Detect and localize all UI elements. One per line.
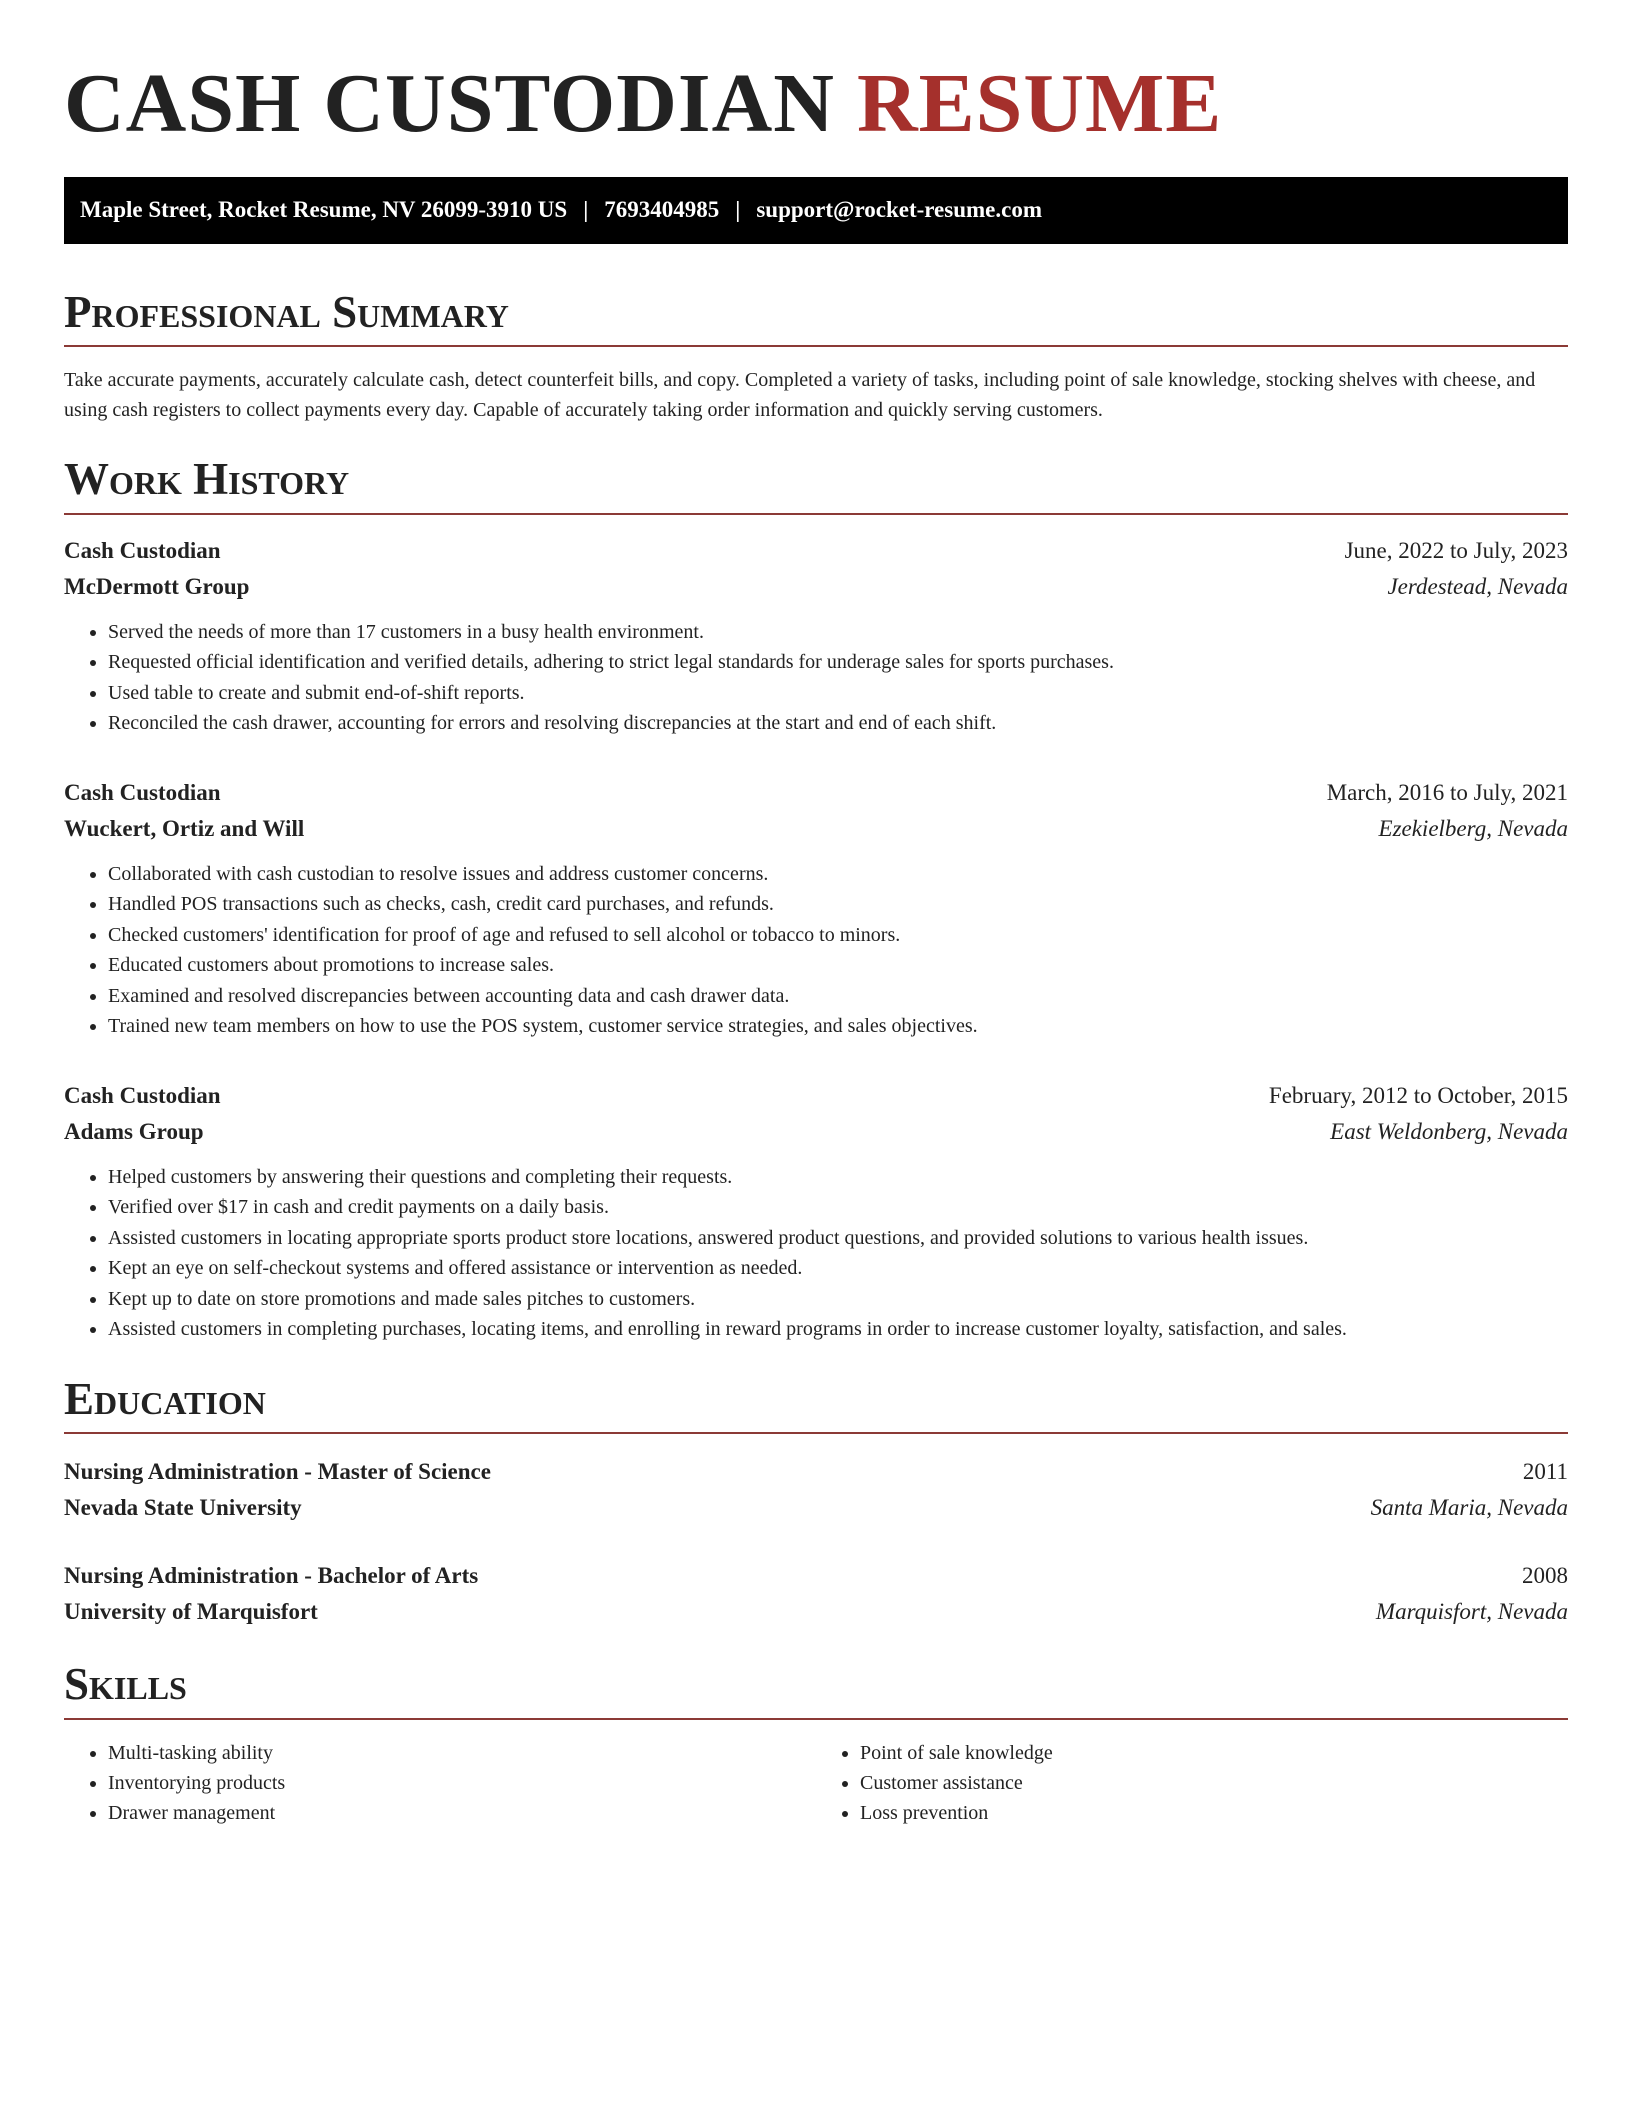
job-bullet: • Reconciled the cash drawer, accounting for errors and resolving discrepancies at the start and end of each shift. (108, 708, 1568, 739)
work-history-section (64, 455, 1568, 1345)
job-bullet: • Requested official identification and verified details, adhering to strict legal standards for underage sales for sports purchases. (108, 647, 1568, 678)
education-degree-row (64, 1558, 1568, 1594)
contact-separator: | (735, 197, 741, 223)
job-bullet: • Educated customers about promotions to increase sales. (108, 950, 1568, 981)
education-school-row (64, 1594, 1568, 1630)
skill-item: • Loss prevention (860, 1798, 1568, 1828)
skill-item: • Point of sale knowledge (860, 1738, 1568, 1768)
skills-list-left (64, 1738, 816, 1828)
job-company-row (64, 1114, 1568, 1150)
job-dates: March, 2016 to July, 2021 (1326, 779, 1568, 805)
job-bullet: • Used table to create and submit end-of-shift reports. (108, 678, 1568, 709)
summary-heading: Professional Summary (64, 288, 1568, 348)
education-location: Marquisfort, Nevada (1375, 1599, 1568, 1625)
job-company: McDermott Group (64, 573, 250, 599)
job-bullets (64, 617, 1568, 739)
job-dates: February, 2012 to October, 2015 (1268, 1082, 1568, 1108)
contact-address: Maple Street, Rocket Resume, NV 26099-3910 US (80, 197, 568, 223)
summary-text: Take accurate payments, accurately calculate cash, detect counterfeit bills, and copy. Completed a variety of tasks, including point of sale knowledge, stocking shelves with cheese, and using cash registers to collect payments every day. Capable of accurately taking order information and quickly serving customers. (64, 369, 1536, 422)
job-bullet: • Served the needs of more than 17 customers in a busy health environment. (108, 617, 1568, 648)
job-bullet: • Verified over $17 in cash and credit payments on a daily basis. (108, 1192, 1568, 1223)
job-bullet: • Handled POS transactions such as checks, cash, credit card purchases, and refunds. (108, 889, 1568, 920)
education-section (64, 1375, 1568, 1631)
contact-email: support@rocket-resume.com (756, 197, 1042, 223)
job-entry (64, 1078, 1568, 1345)
job-header-row (64, 775, 1568, 811)
skills-list-right (816, 1738, 1568, 1828)
skill-item: • Drawer management (108, 1798, 816, 1828)
skills-section (64, 1660, 1568, 1828)
contact-bar (64, 177, 1568, 244)
job-header-row (64, 533, 1568, 569)
title-accent: RESUME (856, 57, 1223, 150)
education-school-row (64, 1490, 1568, 1526)
job-bullet: • Kept up to date on store promotions and made sales pitches to customers. (108, 1284, 1568, 1315)
job-bullet: • Helped customers by answering their questions and completing their requests. (108, 1162, 1568, 1193)
work-history-heading: Work History (64, 455, 1568, 515)
job-company: Adams Group (64, 1118, 204, 1144)
job-bullet: • Collaborated with cash custodian to resolve issues and address customer concerns. (108, 859, 1568, 890)
job-company: Wuckert, Ortiz and Will (64, 815, 305, 841)
contact-phone: 7693404985 (604, 197, 720, 223)
skill-item: • Inventorying products (108, 1768, 816, 1798)
job-title: Cash Custodian (64, 779, 221, 805)
education-year: 2011 (1522, 1459, 1568, 1485)
job-location: Ezekielberg, Nevada (1378, 815, 1568, 841)
job-title: Cash Custodian (64, 537, 221, 563)
job-company-row (64, 569, 1568, 605)
job-bullets (64, 1162, 1568, 1345)
education-school: Nevada State University (64, 1495, 302, 1521)
job-bullet: • Examined and resolved discrepancies between accounting data and cash drawer data. (108, 981, 1568, 1012)
skill-item: • Multi-tasking ability (108, 1738, 816, 1768)
page-title (64, 0, 1568, 153)
job-location: Jerdestead, Nevada (1387, 573, 1568, 599)
skill-item: • Customer assistance (860, 1768, 1568, 1798)
education-degree-row (64, 1454, 1568, 1490)
education-school: University of Marquisfort (64, 1599, 318, 1625)
summary-section (64, 288, 1568, 426)
education-heading: Education (64, 1375, 1568, 1435)
job-location: East Weldonberg, Nevada (1330, 1118, 1568, 1144)
title-main: CASH CUSTODIAN (64, 57, 835, 150)
job-bullet: • Checked customers' identification for proof of age and refused to sell alcohol or tobacco to minors. (108, 920, 1568, 951)
job-dates: June, 2022 to July, 2023 (1344, 537, 1568, 563)
education-year: 2008 (1522, 1563, 1568, 1589)
education-entry (64, 1558, 1568, 1630)
job-bullet: • Trained new team members on how to use the POS system, customer service strategies, and sales objectives. (108, 1011, 1568, 1042)
skills-grid (64, 1738, 1568, 1828)
job-bullet: • Assisted customers in completing purchases, locating items, and enrolling in reward programs in order to increase customer loyalty, satisfaction, and sales. (108, 1314, 1568, 1345)
job-entry (64, 533, 1568, 739)
education-location: Santa Maria, Nevada (1370, 1495, 1568, 1521)
job-company-row (64, 811, 1568, 847)
skills-heading: Skills (64, 1660, 1568, 1720)
job-bullets (64, 859, 1568, 1042)
job-bullet: • Kept an eye on self-checkout systems and offered assistance or intervention as needed. (108, 1253, 1568, 1284)
education-degree: Nursing Administration - Master of Science (64, 1459, 491, 1485)
contact-separator: | (583, 197, 589, 223)
education-entry (64, 1454, 1568, 1526)
education-degree: Nursing Administration - Bachelor of Arts (64, 1563, 479, 1589)
job-header-row (64, 1078, 1568, 1114)
job-entry (64, 775, 1568, 1042)
job-title: Cash Custodian (64, 1082, 221, 1108)
job-bullet: • Assisted customers in locating appropriate sports product store locations, answered product questions, and provided solutions to various health issues. (108, 1223, 1568, 1254)
